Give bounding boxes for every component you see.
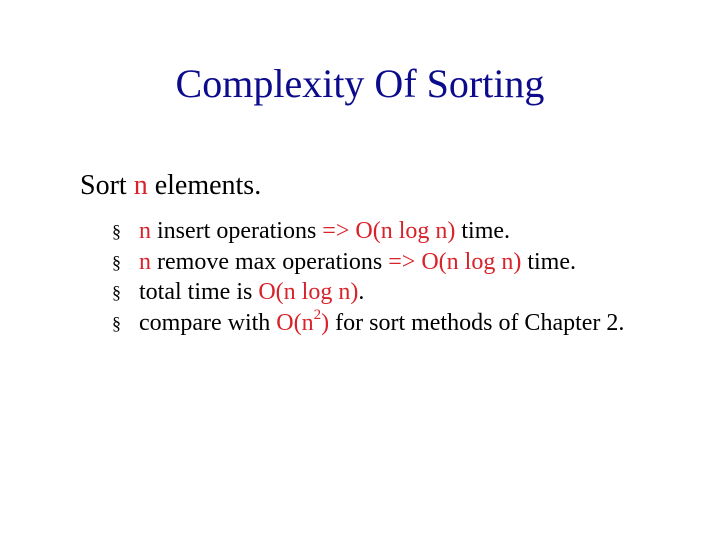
bullet-highlight-start: n	[139, 218, 151, 244]
bullet-highlight	[276, 306, 330, 336]
bullet-text-after: time.	[455, 218, 511, 244]
bullet-marker-icon: §	[112, 251, 121, 272]
bullet-highlight-base: O(n	[276, 309, 314, 336]
bullet-highlight: => O(n log n)	[388, 248, 522, 275]
bullet-item-compare	[112, 308, 692, 339]
lead-highlight: n	[133, 170, 148, 201]
bullet-text	[139, 249, 576, 275]
lead-text-after: elements.	[147, 170, 262, 201]
bullet-highlight-superscript: 2	[313, 306, 322, 323]
bullet-text-body: total time is	[139, 279, 259, 305]
bullet-text	[139, 279, 364, 305]
bullet-text-body: insert operations	[151, 218, 323, 244]
bullet-text-body: remove max operations	[151, 248, 389, 275]
bullet-list	[112, 216, 692, 338]
bullet-highlight-end: )	[321, 309, 330, 336]
bullet-highlight: O(n log n)	[258, 279, 359, 305]
bullet-marker-icon: §	[112, 221, 121, 241]
bullet-item-insert	[112, 216, 692, 247]
bullet-text-after: for sort methods of Chapter 2.	[329, 309, 625, 336]
bullet-highlight: => O(n log n)	[322, 218, 456, 244]
bullet-text	[139, 218, 510, 244]
bullet-highlight-start: n	[139, 248, 151, 275]
bullet-text-after: .	[358, 279, 365, 305]
bullet-text-after: time.	[521, 248, 576, 275]
bullet-marker-icon: §	[112, 312, 121, 333]
bullet-text	[139, 306, 625, 336]
bullet-item-total-time	[112, 277, 692, 308]
bullet-text-body: compare with	[139, 309, 277, 336]
slide-title: Complexity Of Sorting	[175, 61, 545, 106]
bullet-item-remove-max	[112, 247, 692, 278]
bullet-marker-icon: §	[112, 282, 121, 302]
lead-text-before: Sort	[80, 170, 134, 201]
lead-line	[80, 168, 261, 204]
